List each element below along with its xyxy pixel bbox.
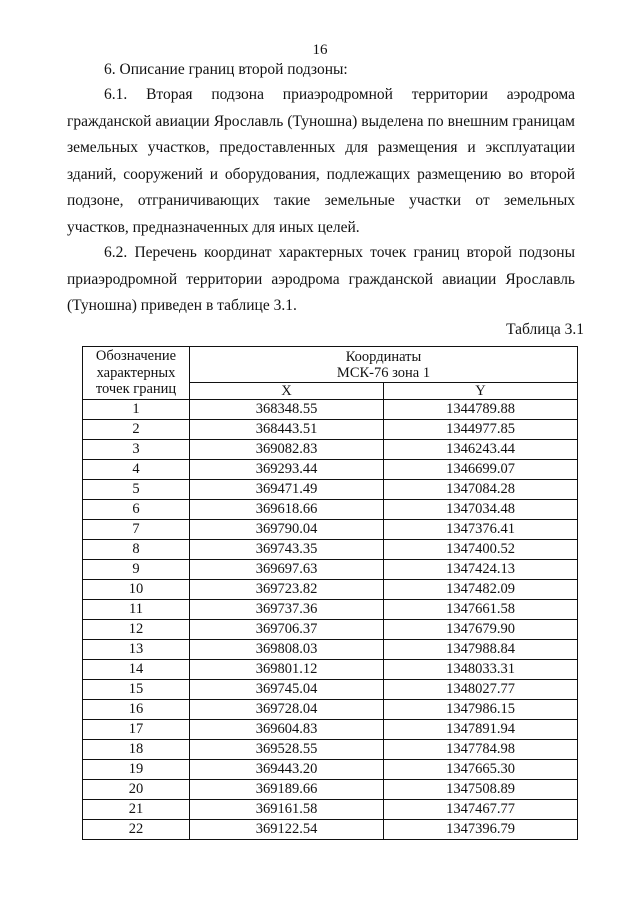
coordinate-system: МСК-76 зона 1: [336, 365, 431, 381]
table-row: [83, 600, 578, 620]
y-coordinate-cell: 1347400.52: [384, 540, 578, 560]
x-coordinate-cell: 369471.49: [190, 480, 384, 500]
x-coordinate-cell: 369745.04: [190, 680, 384, 700]
table-row: [83, 520, 578, 540]
x-coordinate-cell: 369528.55: [190, 740, 384, 760]
y-coordinate-cell: 1347376.41: [384, 520, 578, 540]
table-row: [83, 760, 578, 780]
x-coordinate-cell: 369189.66: [190, 780, 384, 800]
point-number-cell: 10: [83, 580, 190, 600]
x-coordinate-cell: 369801.12: [190, 660, 384, 680]
table-row: [83, 560, 578, 580]
point-number-cell: 15: [83, 680, 190, 700]
x-coordinate-cell: 369743.35: [190, 540, 384, 560]
x-coordinate-cell: 368348.55: [190, 400, 384, 420]
table-row: [83, 640, 578, 660]
table-row: [83, 460, 578, 480]
y-coordinate-cell: 1347424.13: [384, 560, 578, 580]
table-row: [83, 700, 578, 720]
y-coordinate-cell: 1347661.58: [384, 600, 578, 620]
y-coordinate-cell: 1348033.31: [384, 660, 578, 680]
table-row: [83, 420, 578, 440]
point-number-cell: 1: [83, 400, 190, 420]
y-coordinate-cell: 1347467.77: [384, 800, 578, 820]
point-number-cell: 20: [83, 780, 190, 800]
point-number-cell: 22: [83, 820, 190, 840]
coordinates-title: Координаты: [345, 349, 422, 365]
table-body: [83, 400, 578, 840]
y-coordinate-cell: 1344977.85: [384, 420, 578, 440]
point-number-cell: 5: [83, 480, 190, 500]
x-coordinate-cell: 368443.51: [190, 420, 384, 440]
y-coordinate-cell: 1347034.48: [384, 500, 578, 520]
table-row: [83, 800, 578, 820]
table-row: [83, 480, 578, 500]
table-caption: Таблица 3.1: [506, 321, 584, 338]
point-number-cell: 6: [83, 500, 190, 520]
coordinates-table: [82, 346, 578, 840]
table-row: [83, 820, 578, 840]
point-number-cell: 9: [83, 560, 190, 580]
y-coordinate-cell: 1347679.90: [384, 620, 578, 640]
x-coordinate-cell: 369604.83: [190, 720, 384, 740]
table-row: [83, 660, 578, 680]
point-number-cell: 13: [83, 640, 190, 660]
x-coordinate-cell: 369443.20: [190, 760, 384, 780]
point-label-header: [83, 347, 190, 400]
y-coordinate-cell: 1347396.79: [384, 820, 578, 840]
x-coordinate-cell: 369737.36: [190, 600, 384, 620]
x-coordinate-cell: 369790.04: [190, 520, 384, 540]
table-row: [83, 500, 578, 520]
y-coordinate-cell: 1344789.88: [384, 400, 578, 420]
x-coordinate-cell: 369618.66: [190, 500, 384, 520]
y-coordinate-cell: 1347988.84: [384, 640, 578, 660]
y-coordinate-cell: 1347508.89: [384, 780, 578, 800]
table-row: [83, 780, 578, 800]
table-row: [83, 720, 578, 740]
point-number-cell: 18: [83, 740, 190, 760]
y-coordinate-cell: 1347482.09: [384, 580, 578, 600]
x-coordinate-cell: 369706.37: [190, 620, 384, 640]
table-row: [83, 740, 578, 760]
point-number-cell: 17: [83, 720, 190, 740]
section-heading: 6. Описание границ второй подзоны:: [104, 61, 348, 78]
point-label-line1: Обозначение: [95, 348, 177, 365]
x-coordinate-cell: 369293.44: [190, 460, 384, 480]
table-row: [83, 580, 578, 600]
page-number: 16: [312, 42, 328, 58]
table-row: [83, 400, 578, 420]
y-coordinate-cell: 1347891.94: [384, 720, 578, 740]
paragraph-6-1: 6.1. Вторая подзона приаэродромной территории аэродрома гражданской авиации Ярославль (Туношна) выделена по внешним границам земельных участков, предоставленных для размещения и эксплуатации зданий, сооружений и оборудования, подлежащих размещению во второй подзоне, отграничивающих такие земельные участки от земельных участков, предназначенных для иных целей.: [67, 86, 575, 236]
y-coordinate-cell: 1347084.28: [384, 480, 578, 500]
table-row: [83, 540, 578, 560]
y-coordinate-cell: 1347665.30: [384, 760, 578, 780]
table-row: [83, 440, 578, 460]
table-row: [83, 620, 578, 640]
point-number-cell: 11: [83, 600, 190, 620]
point-label-line2: характерных: [96, 364, 176, 381]
point-label-line3: точек границ: [95, 381, 177, 398]
coordinates-header: [190, 347, 578, 383]
y-coordinate-cell: 1346699.07: [384, 460, 578, 480]
x-coordinate-cell: 369122.54: [190, 820, 384, 840]
x-coordinate-cell: 369723.82: [190, 580, 384, 600]
y-coordinate-cell: 1347986.15: [384, 700, 578, 720]
y-coordinate-cell: 1348027.77: [384, 680, 578, 700]
point-number-cell: 4: [83, 460, 190, 480]
point-number-cell: 2: [83, 420, 190, 440]
point-number-cell: 7: [83, 520, 190, 540]
point-number-cell: 16: [83, 700, 190, 720]
paragraph-6-2: 6.2. Перечень координат характерных точек границ второй подзоны приаэродромной территории аэродрома гражданской авиации Ярославль (Туношна) приведен в таблице 3.1.: [67, 244, 575, 315]
point-number-cell: 21: [83, 800, 190, 820]
point-number-cell: 19: [83, 760, 190, 780]
x-header: X: [190, 383, 384, 400]
y-header: Y: [384, 383, 578, 400]
y-coordinate-cell: 1346243.44: [384, 440, 578, 460]
point-number-cell: 3: [83, 440, 190, 460]
point-number-cell: 14: [83, 660, 190, 680]
x-coordinate-cell: 369728.04: [190, 700, 384, 720]
table-row: [83, 680, 578, 700]
x-coordinate-cell: 369697.63: [190, 560, 384, 580]
x-coordinate-cell: 369082.83: [190, 440, 384, 460]
y-coordinate-cell: 1347784.98: [384, 740, 578, 760]
x-coordinate-cell: 369161.58: [190, 800, 384, 820]
x-coordinate-cell: 369808.03: [190, 640, 384, 660]
point-number-cell: 12: [83, 620, 190, 640]
point-number-cell: 8: [83, 540, 190, 560]
